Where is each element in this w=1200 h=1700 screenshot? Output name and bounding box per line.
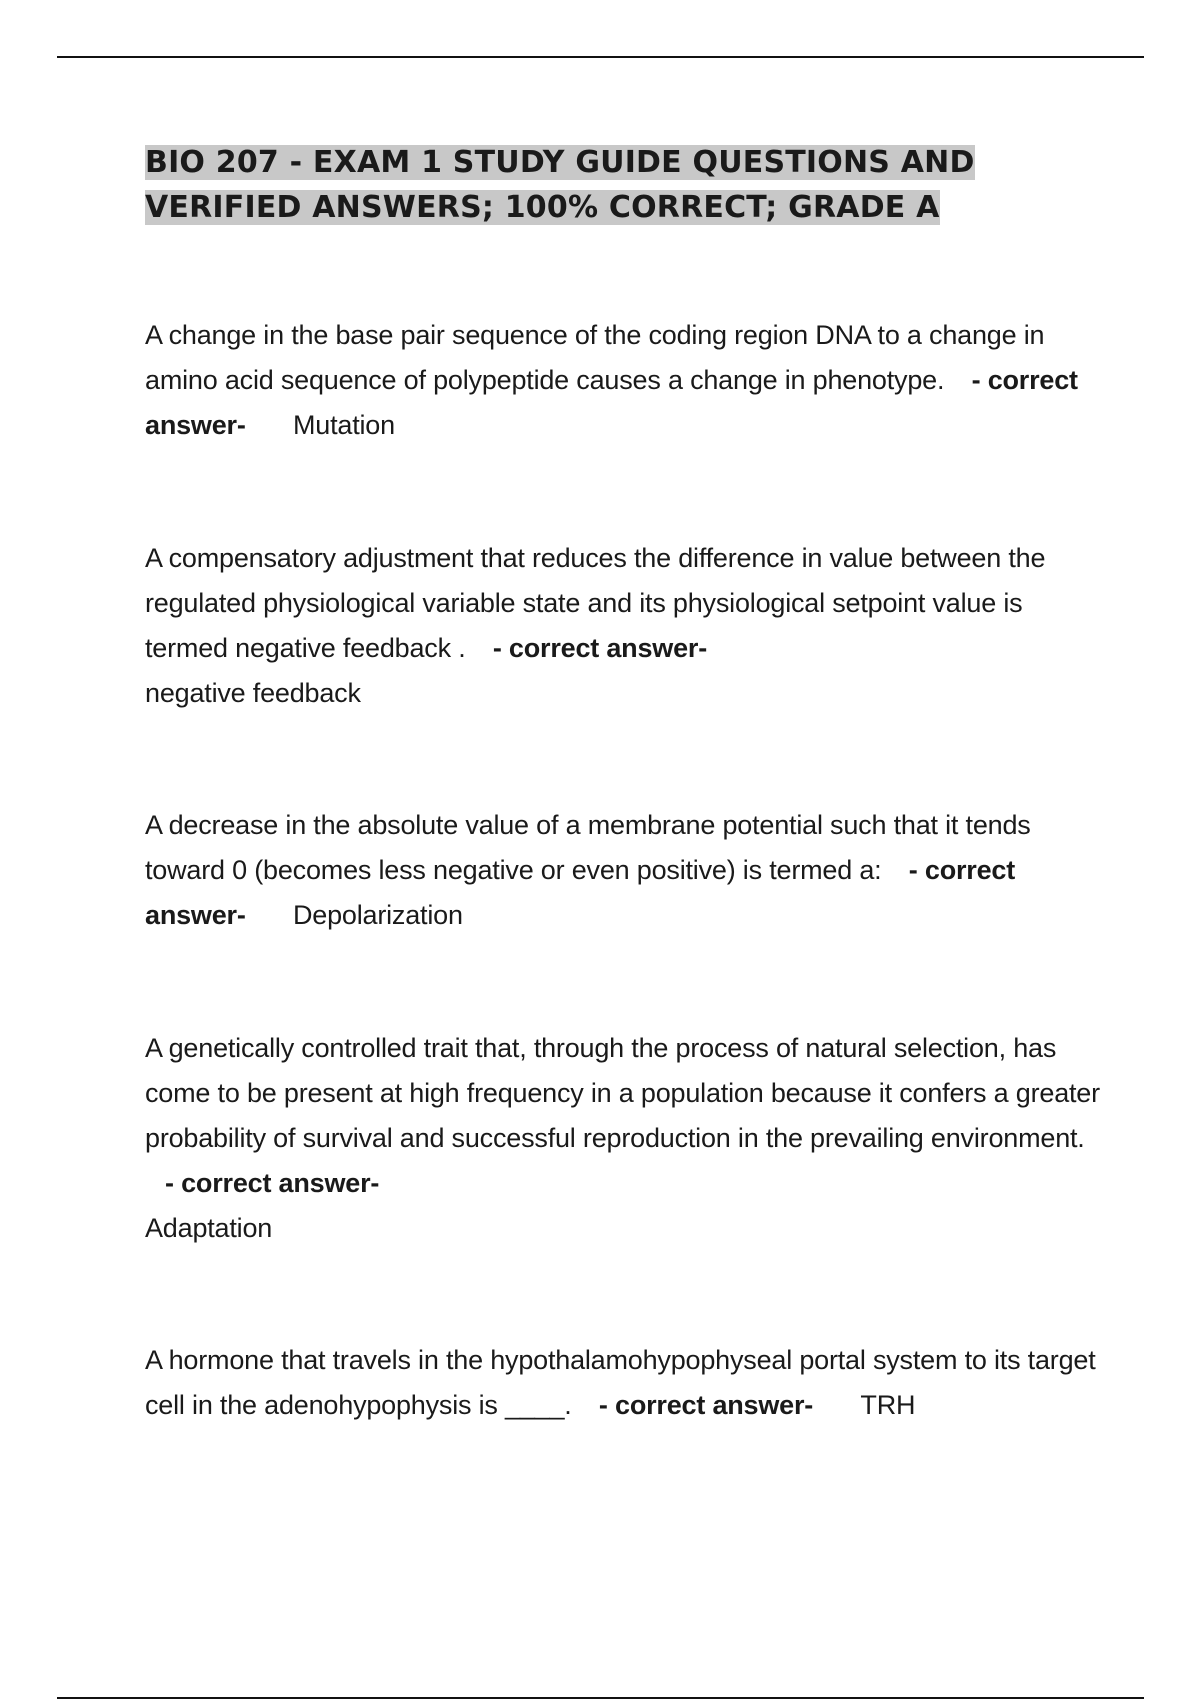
answer-marker: - correct answer- [165, 1168, 380, 1198]
answer-text: Mutation [292, 410, 395, 440]
question-text: A genetically controlled trait that, through the process of natural selection, has come to be present at high frequency in a population because it confers a greater probability of survival and successful reproduction in the prevailing environment. [145, 1033, 1100, 1153]
top-rule [57, 56, 1144, 58]
qa-item-5 [145, 1338, 1105, 1428]
question-text: A decrease in the absolute value of a membrane potential such that it tends toward 0 (becomes less negative or even positive) is termed a: [145, 810, 1031, 885]
answer-text: TRH [860, 1390, 916, 1420]
question-text: A compensatory adjustment that reduces the difference in value between the regulated physiological variable state and its physiological setpoint value is termed negative feedback . [145, 543, 1046, 663]
qa-item-3 [145, 803, 1105, 938]
answer-marker: - correct answer- [492, 633, 708, 663]
title-text: BIO 207 - EXAM 1 STUDY GUIDE QUESTIONS AND VERIFIED ANSWERS; 100% CORRECT; GRADE A [145, 145, 975, 225]
answer-text: Adaptation [145, 1213, 273, 1243]
qa-item-4 [145, 1026, 1105, 1251]
document-title [145, 140, 1065, 230]
qa-item-1 [145, 313, 1105, 448]
question-text: A hormone that travels in the hypothalamohypophyseal portal system to its target cell in the adenohypophysis is ____. [145, 1345, 1096, 1420]
question-text: A change in the base pair sequence of the coding region DNA to a change in amino acid sequence of polypeptide causes a change in phenotype. [145, 320, 1045, 395]
answer-marker: - correct answer- [145, 855, 1016, 930]
bottom-rule [57, 1697, 1144, 1699]
answer-marker: - correct answer- [145, 365, 1078, 440]
qa-item-2 [145, 536, 1105, 716]
answer-text: Depolarization [292, 900, 463, 930]
answer-marker: - correct answer- [598, 1390, 814, 1420]
answer-text: negative feedback [145, 678, 361, 708]
